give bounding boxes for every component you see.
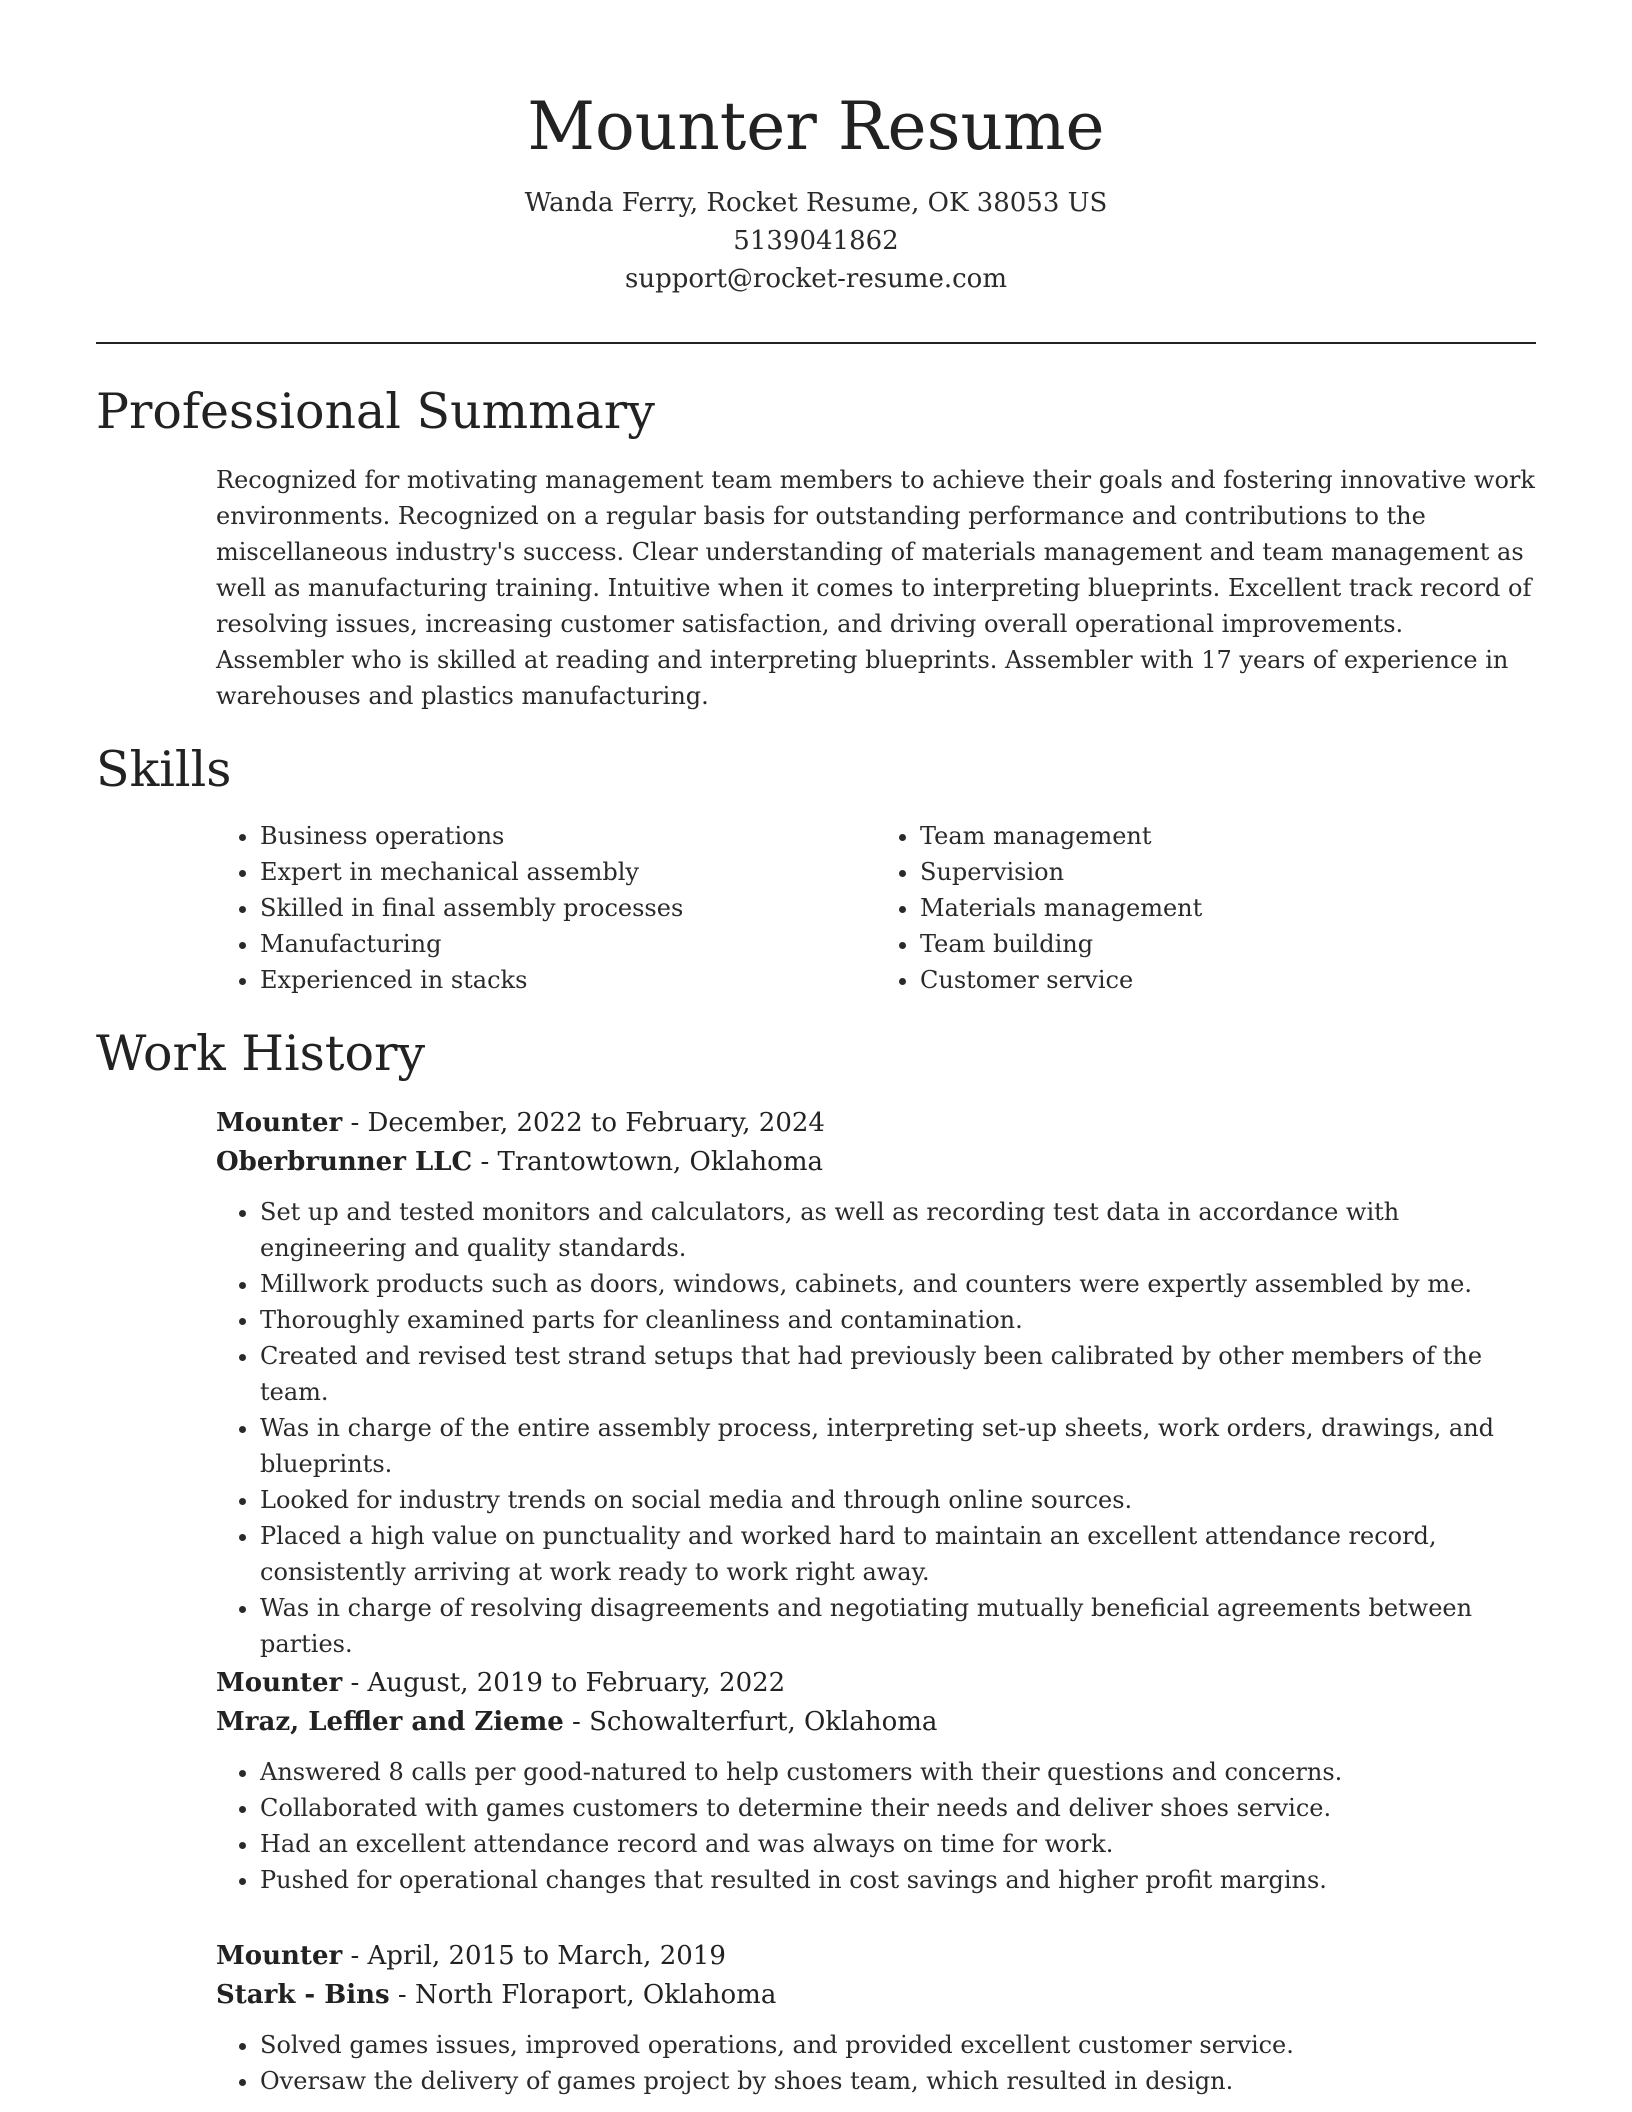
job-company: Oberbrunner LLC <box>216 1147 473 1177</box>
job-bullet: • Was in charge of resolving disagreements and negotiating mutually beneficial agreements between parties. <box>260 1590 1536 1662</box>
job-dates: - August, 2019 to February, 2022 <box>342 1668 786 1698</box>
skills-left-list <box>216 818 876 998</box>
job-bullets <box>216 1194 1536 1662</box>
skill-item: • Expert in mechanical assembly <box>260 854 876 890</box>
skill-item: • Team management <box>920 818 1536 854</box>
skills-right-list <box>876 818 1536 998</box>
summary-section <box>216 462 1536 714</box>
job-bullet: • Set up and tested monitors and calculators, as well as recording test data in accordance with engineering and quality standards. <box>260 1194 1536 1266</box>
job-company: Stark - Bins <box>216 1980 390 2010</box>
resume-header <box>0 0 1632 298</box>
contact-address: Wanda Ferry, Rocket Resume, OK 38053 US <box>524 188 1108 218</box>
job-location: - North Floraport, Oklahoma <box>389 1980 777 2010</box>
job-location: - Trantowtown, Oklahoma <box>472 1147 823 1177</box>
job-bullet: • Looked for industry trends on social media and through online sources. <box>260 1482 1536 1518</box>
job-bullet: • Solved games issues, improved operations, and provided excellent customer service. <box>260 2027 1536 2063</box>
job-bullet: • Placed a high value on punctuality and worked hard to maintain an excellent attendance record, consistently arriving at work ready to work right away. <box>260 1518 1536 1590</box>
summary-text: Recognized for motivating management team members to achieve their goals and fostering innovative work environments. Recognized on a regular basis for outstanding performance and contributions to the miscellaneous industry's success. Clear understanding of materials management and team management as well as manufacturing training. Intuitive when it comes to interpreting blueprints. Excellent track record of resolving issues, increasing customer satisfaction, and driving overall operational improvements. Assembler who is skilled at reading and interpreting blueprints. Assembler with 17 years of experience in warehouses and plastics manufacturing. <box>216 466 1535 710</box>
job-bullets <box>216 1754 1536 1898</box>
job-title: Mounter <box>216 1108 343 1138</box>
resume-title: Mounter Resume <box>527 88 1105 165</box>
job-company-line <box>216 1703 1536 1742</box>
skills-section <box>216 818 1536 998</box>
job-dates: - April, 2015 to March, 2019 <box>342 1941 726 1971</box>
job-bullet: • Had an excellent attendance record and was always on time for work. <box>260 1826 1536 1862</box>
skill-item: • Business operations <box>260 818 876 854</box>
skills-heading: Skills <box>96 741 232 798</box>
skill-item: • Experienced in stacks <box>260 962 876 998</box>
job-bullet: • Oversaw the delivery of games project by shoes team, which resulted in design. <box>260 2063 1536 2099</box>
job-dates: - December, 2022 to February, 2024 <box>342 1108 825 1138</box>
skill-item: • Manufacturing <box>260 926 876 962</box>
skill-item: • Skilled in final assembly processes <box>260 890 876 926</box>
skill-item: • Supervision <box>920 854 1536 890</box>
job-bullet: • Thoroughly examined parts for cleanliness and contamination. <box>260 1302 1536 1338</box>
job-title-line <box>216 1664 1536 1703</box>
job-bullet: • Was in charge of the entire assembly process, interpreting set-up sheets, work orders, drawings, and blueprints. <box>260 1410 1536 1482</box>
work-history-heading: Work History <box>96 1025 426 1082</box>
job-company-line <box>216 1143 1536 1182</box>
job-location: - Schowalterfurt, Oklahoma <box>563 1707 938 1737</box>
job-entry <box>216 1664 1536 1898</box>
skill-item: • Materials management <box>920 890 1536 926</box>
summary-heading: Professional Summary <box>96 383 655 440</box>
job-title: Mounter <box>216 1941 343 1971</box>
job-company: Mraz, Leffler and Zieme <box>216 1707 564 1737</box>
job-bullet: • Pushed for operational changes that resulted in cost savings and higher profit margins. <box>260 1862 1536 1898</box>
job-title-line <box>216 1104 1536 1143</box>
job-bullet: • Answered 8 calls per good-natured to help customers with their questions and concerns. <box>260 1754 1536 1790</box>
job-bullets <box>216 2027 1536 2099</box>
skills-columns <box>216 818 1536 998</box>
job-bullet: • Millwork products such as doors, windows, cabinets, and counters were expertly assembled by me. <box>260 1266 1536 1302</box>
contact-email: support@rocket-resume.com <box>624 264 1007 294</box>
contact-phone: 5139041862 <box>733 226 899 256</box>
job-title: Mounter <box>216 1668 343 1698</box>
contact-block <box>0 184 1632 298</box>
job-entry <box>216 1937 1536 2099</box>
job-bullet: • Created and revised test strand setups that had previously been calibrated by other members of the team. <box>260 1338 1536 1410</box>
skill-item: • Team building <box>920 926 1536 962</box>
job-company-line <box>216 1976 1536 2015</box>
job-bullet: • Collaborated with games customers to determine their needs and deliver shoes service. <box>260 1790 1536 1826</box>
job-title-line <box>216 1937 1536 1976</box>
job-entry <box>216 1104 1536 1662</box>
skill-item: • Customer service <box>920 962 1536 998</box>
header-divider <box>96 342 1536 344</box>
